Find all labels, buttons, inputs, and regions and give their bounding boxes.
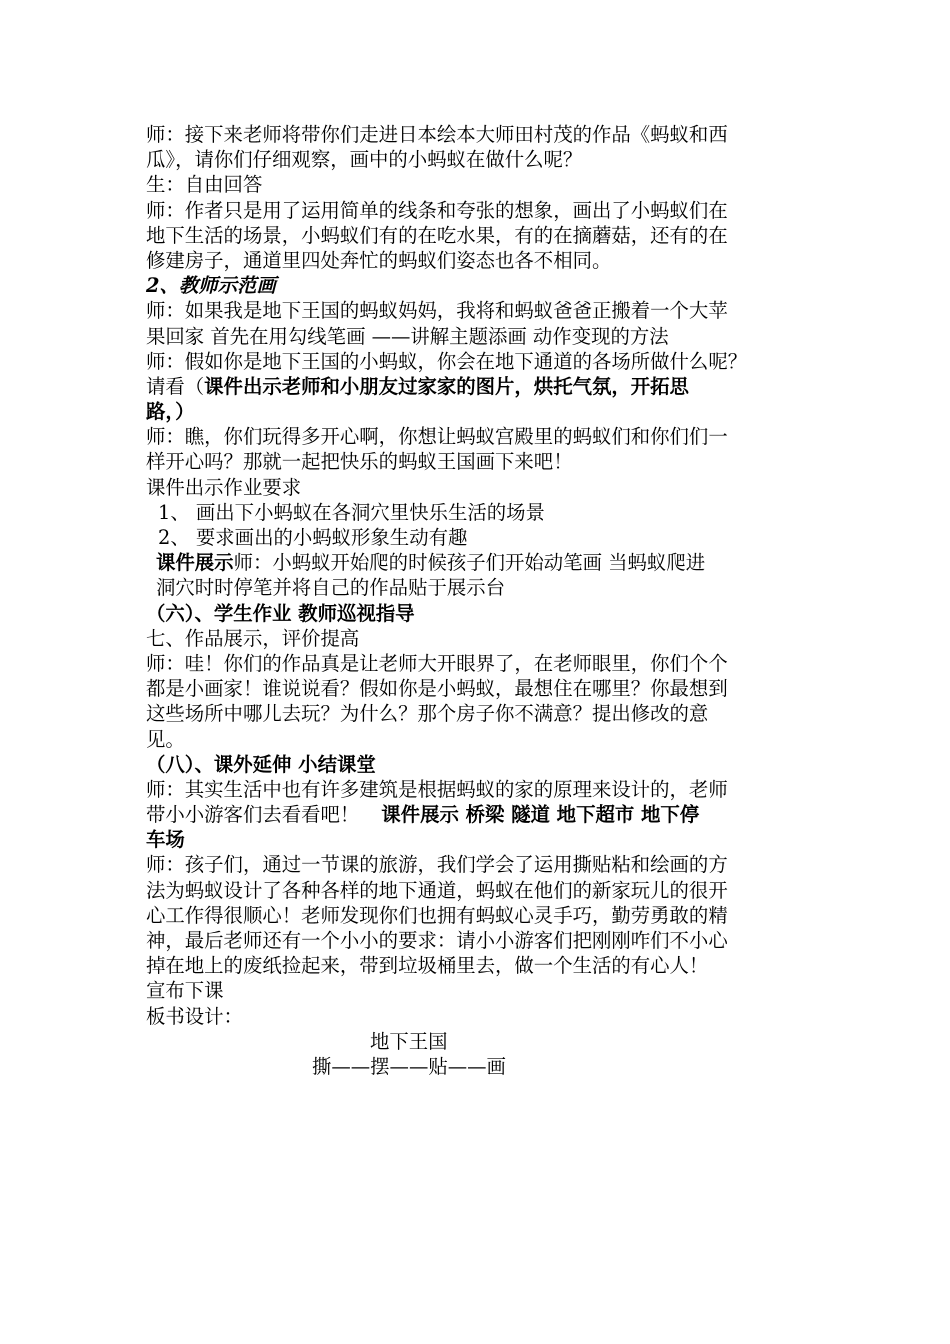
bold-fragment: 课件出示老师和小朋友过家家的图片，烘托气氛，开拓思 (204, 374, 689, 398)
text-fragment: 请看（ (146, 374, 205, 398)
text-fragment: 带小小游客们去看看吧！ (146, 803, 360, 827)
text-line: 果回家 首先在用勾线笔画 ——讲解主题添画 动作变现的方法 (146, 324, 669, 348)
board-title: 地下王国 (370, 1029, 448, 1053)
text-line: 地下生活的场景，小蚂蚁们有的在吃水果，有的在摘蘑菇，还有的在 (146, 223, 728, 247)
text-line: 心工作得很顺心！老师发现你们也拥有蚂蚁心灵手巧，勤劳勇敢的精 (146, 903, 728, 927)
text-line: 车场 (146, 828, 185, 852)
section-heading: 2、教师示范画 (146, 274, 276, 298)
section-heading: （八）、课外延伸 小结课堂 (146, 752, 376, 776)
text-line (146, 550, 816, 575)
text-line: 瓜》，请你们仔细观察，画中的小蚂蚁在做什么呢？ (146, 148, 583, 172)
document-page (146, 122, 816, 1079)
text-line: 生：自由回答 (146, 173, 263, 197)
text-line: 都是小画家！谁说说看？假如你是小蚂蚁，最想住在哪里？你最想到 (146, 677, 728, 701)
text-line: 法为蚂蚁设计了各种各样的地下通道，蚂蚁在他们的新家玩儿的很开 (146, 878, 728, 902)
list-item: 2、 要求画出的小蚂蚁形象生动有趣 (158, 526, 468, 549)
text-line: 师：其实生活中也有许多建筑是根据蚂蚁的家的原理来设计的，老师 (146, 777, 728, 801)
text-line: 师：假如你是地下王国的小蚂蚁，你会在地下通道的各场所做什么呢？ (146, 349, 748, 373)
text-line: 板书设计： (146, 1004, 243, 1028)
list-item: 1、 画出下小蚂蚁在各洞穴里快乐生活的场景 (158, 500, 545, 524)
text-line: 这些场所中哪儿去玩？为什么？那个房子你不满意？提出修改的意 (146, 702, 709, 726)
section-heading: （六）、学生作业 教师巡视指导 (146, 601, 415, 625)
bold-fragment: 课件展示 (156, 551, 234, 575)
section-heading: 七、作品展示，评价提高 (146, 626, 360, 650)
text-line (146, 802, 816, 827)
bold-fragment: 课件展示 桥梁 隧道 地下超市 地下停 (381, 803, 700, 827)
text-line: 师：作者只是用了运用简单的线条和夸张的想象，画出了小蚂蚁们在 (146, 198, 728, 222)
text-line: 宣布下课 (146, 979, 224, 1003)
text-line: 修建房子，通道里四处奔忙的蚂蚁们姿态也各不相同。 (146, 248, 612, 272)
text-line: 师：接下来老师将带你们走进日本绘本大师田村茂的作品《蚂蚁和西 (146, 123, 728, 146)
text-line: 师：哇！你们的作品真是让老师大开眼界了，在老师眼里，你们个个 (146, 651, 728, 675)
text-line: 神，最后老师还有一个小小的要求：请小小游客们把刚刚咋们不小心 (146, 929, 728, 952)
text-line: 路，） (146, 400, 195, 424)
text-line: 师：孩子们，通过一节课的旅游，我们学会了运用撕贴粘和绘画的方 (146, 853, 728, 877)
text-line: 样开心吗？那就一起把快乐的蚂蚁王国画下来吧！ (146, 450, 573, 474)
text-line: 课件出示作业要求 (146, 475, 302, 499)
text-line: 师：如果我是地下王国的蚂蚁妈妈，我将和蚂蚁爸爸正搬着一个大苹 (146, 299, 728, 323)
text-line: 洞穴时时停笔并将自己的作品贴于展示台 (156, 576, 506, 600)
text-fragment: 师：小蚂蚁开始爬的时候孩子们开始动笔画 当蚂蚁爬进 (233, 551, 706, 575)
text-line: 师：瞧，你们玩得多开心啊，你想让蚂蚁宫殿里的蚂蚁们和你们们一 (146, 425, 728, 449)
text-line (146, 374, 816, 399)
text-line: 见。 (146, 727, 185, 751)
text-line: 掉在地上的废纸捡起来，带到垃圾桶里去，做一个生活的有心人！ (146, 954, 709, 978)
board-steps: 撕——摆——贴——画 (312, 1054, 506, 1078)
